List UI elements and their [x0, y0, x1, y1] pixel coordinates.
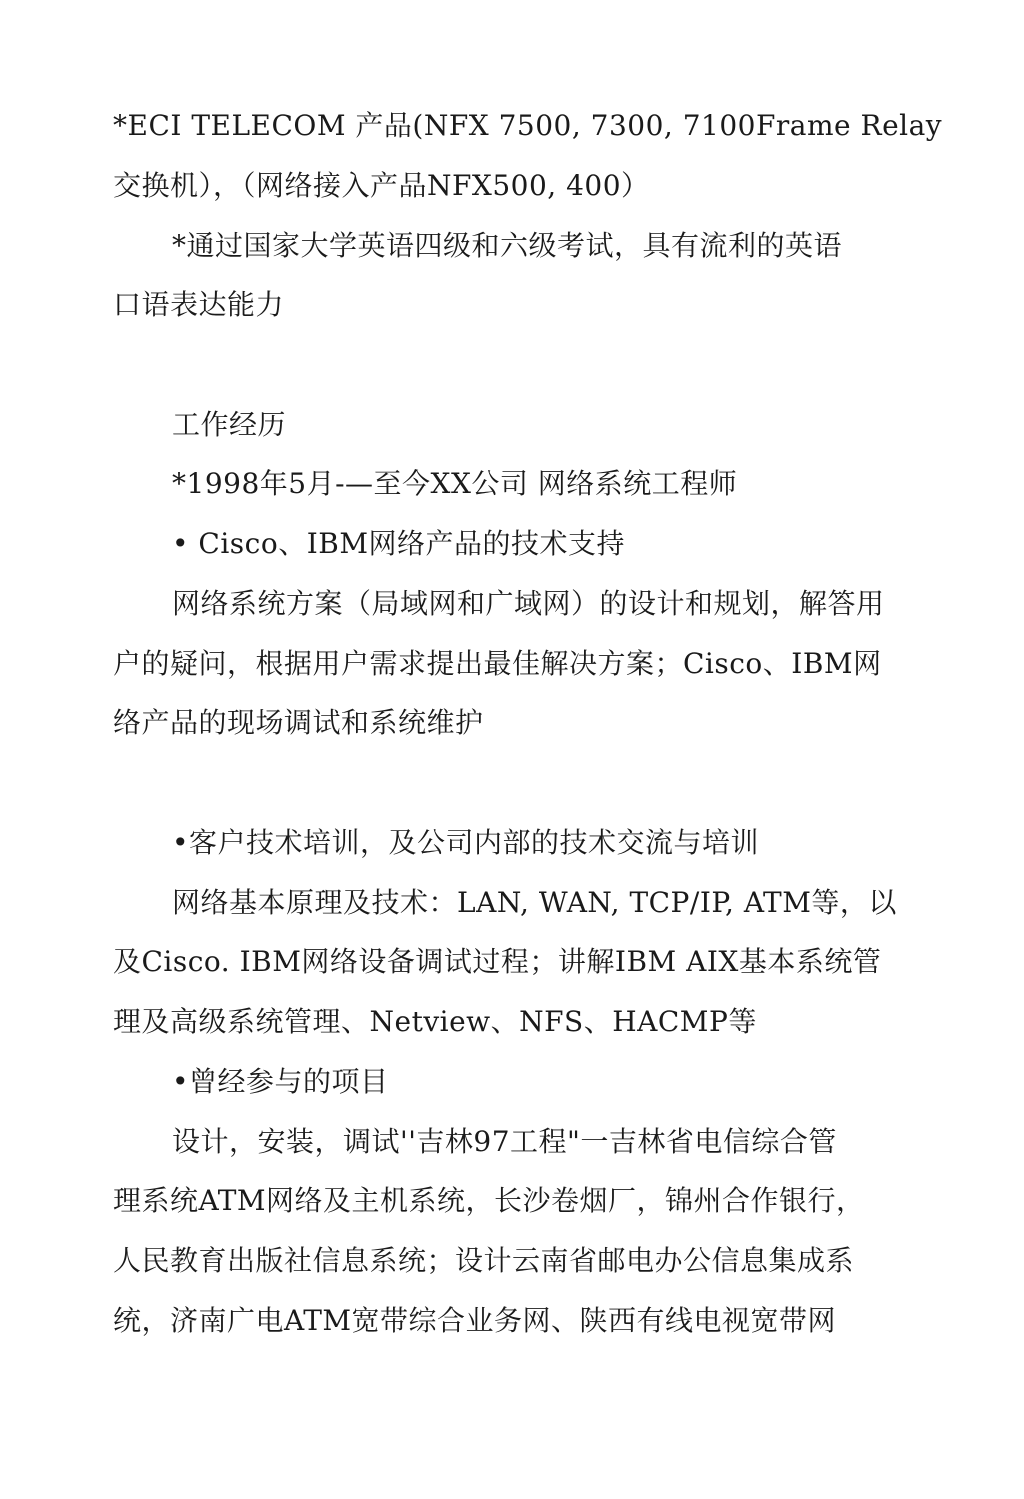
product-line-2: 交换机），（网络接入产品NFX500, 400）	[113, 169, 650, 202]
product-line-1: *ECI TELECOM 产品(NFX 7500, 7300, 7100Frame Relay	[113, 109, 943, 142]
training-line-3: 理及高级系统管理、Netview、NFS、HACMP等	[113, 1005, 757, 1038]
bullet-projects: •曾经参与的项目	[172, 1065, 389, 1098]
tech-support-line-2: 户的疑问，根据用户需求提出最佳解决方案；Cisco、IBM网	[113, 647, 882, 680]
training-line-1: 网络基本原理及技术：LAN, WAN, TCP/IP, ATM等，以	[172, 886, 897, 919]
tech-support-line-1: 网络系统方案（局域网和广域网）的设计和规划，解答用	[172, 587, 885, 620]
section-heading-work-experience: 工作经历	[172, 408, 287, 441]
bullet-tech-support: • Cisco、IBM网络产品的技术支持	[172, 527, 626, 560]
english-line-1: *通过国家大学英语四级和六级考试，具有流利的英语	[172, 229, 843, 262]
projects-line-4: 统，济南广电ATM宽带综合业务网、陕西有线电视宽带网	[113, 1304, 837, 1337]
bullet-training: •客户技术培训，及公司内部的技术交流与培训	[172, 826, 760, 859]
projects-line-3: 人民教育出版社信息系统；设计云南省邮电办公信息集成系	[113, 1244, 855, 1277]
tech-support-line-3: 络产品的现场调试和系统维护	[113, 706, 484, 739]
projects-line-2: 理系统ATM网络及主机系统，长沙卷烟厂，锦州合作银行，	[113, 1184, 865, 1217]
job-entry: *1998年5月-—至今XX公司 网络系统工程师	[172, 467, 738, 500]
training-line-2: 及Cisco. IBM网络设备调试过程；讲解IBM AIX基本系统管	[113, 945, 882, 978]
english-line-2: 口语表达能力	[113, 288, 285, 321]
projects-line-1: 设计，安装，调试''吉林97工程"一吉林省电信综合管	[172, 1125, 837, 1158]
